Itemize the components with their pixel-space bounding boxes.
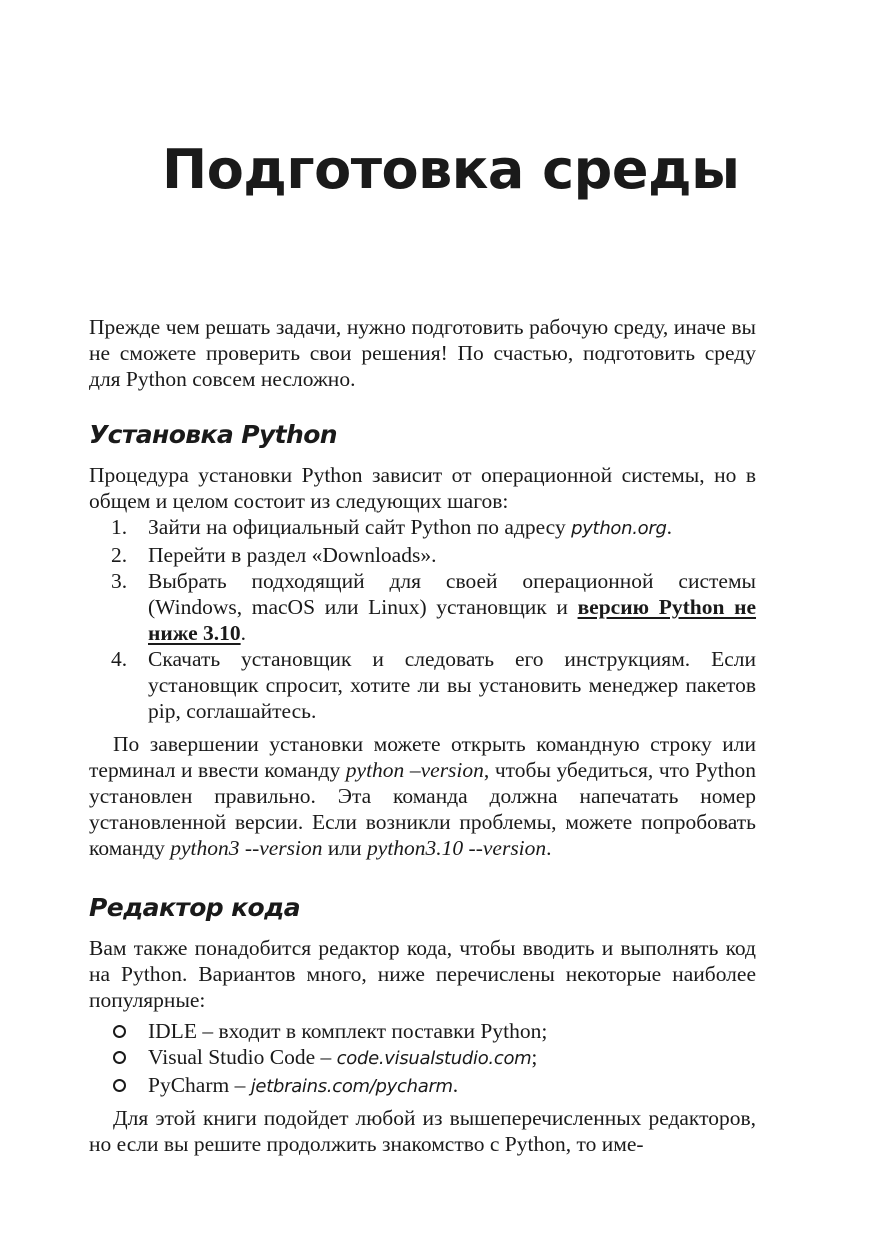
circle-bullet-icon (113, 1025, 126, 1038)
section-heading-install: Установка Python (89, 420, 338, 449)
editor-closing-paragraph: Для этой книги подойдет любой из вышеперечисленных редакторов, но если вы решите продолжить знакомство с Python, то име- (89, 1106, 756, 1156)
section-heading-editor: Редактор кода (89, 893, 300, 922)
command-python-version: python –version (345, 758, 484, 782)
step-number: 2. (111, 543, 128, 567)
step-end: . (666, 515, 672, 539)
install-section (89, 462, 756, 861)
text-run: По завершении установки можете открыть командную строку или терминал и ввести команду (89, 732, 756, 782)
editor-text: PyCharm – (148, 1073, 251, 1097)
step-text: Перейти в раздел «Downloads». (148, 543, 437, 567)
vscode-link[interactable]: code.visualstudio.com (336, 1048, 532, 1069)
list-item (89, 542, 756, 568)
list-item (89, 1072, 756, 1100)
python-org-link[interactable]: python.org (571, 518, 667, 539)
install-lead: Процедура установки Python зависит от операционной системы, но в общем и целом состоит из следующих шагов: (89, 463, 756, 513)
text-run: . (546, 836, 552, 860)
editor-section (89, 935, 756, 1157)
step-text: Зайти на официальный сайт Python по адресу (148, 515, 572, 539)
editor-text: IDLE – входит в комплект поставки Python; (148, 1019, 548, 1043)
editors-list (89, 1018, 756, 1100)
circle-bullet-icon (113, 1079, 126, 1092)
intro-paragraph: Прежде чем решать задачи, нужно подготовить рабочую среду, иначе вы не сможете проверить свои решения! По счастью, подготовить среду для Python совсем несложно. (89, 315, 756, 391)
step-number: 4. (111, 647, 128, 671)
circle-bullet-icon (113, 1051, 126, 1064)
editor-lead: Вам также понадобится редактор кода, чтобы вводить и выполнять код на Python. Вариантов много, ниже перечислены некоторые наиболее популярные: (89, 936, 756, 1012)
step-number: 1. (111, 515, 128, 539)
list-item (89, 1018, 756, 1044)
pycharm-link[interactable]: jetbrains.com/pycharm (250, 1076, 453, 1097)
step-end: . (240, 621, 246, 645)
install-after-paragraph (89, 731, 756, 861)
list-item (89, 568, 756, 646)
list-item (89, 1044, 756, 1072)
editor-end: ; (531, 1045, 538, 1069)
install-steps-list (89, 514, 756, 724)
chapter-title: Подготовка среды (162, 138, 740, 201)
step-text: Скачать установщик и следовать его инструкциям. Если установщик спросит, хотите ли вы установить менеджер пакетов pip, соглашайтесь. (148, 647, 756, 723)
step-number: 3. (111, 569, 128, 593)
step-text: Выбрать подходящий для своей операционной системы (Windows, macOS или Linux) установщик и (148, 569, 756, 619)
editor-end: . (452, 1073, 459, 1097)
text-run: , чтобы убедиться, что Python установлен правильно. Эта команда должна напечатать номер установленной версии. Если возникли проблемы, можете попробовать команду (89, 758, 757, 860)
command-python310-version: python3.10 --version (367, 836, 547, 860)
list-item (89, 646, 756, 724)
version-emphasis: версию Python не ниже 3.10 (148, 595, 757, 645)
editor-text: Visual Studio Code – (148, 1045, 337, 1069)
text-run: или (322, 836, 368, 860)
list-item (89, 514, 756, 542)
command-python3-version: python3 --version (170, 836, 323, 860)
